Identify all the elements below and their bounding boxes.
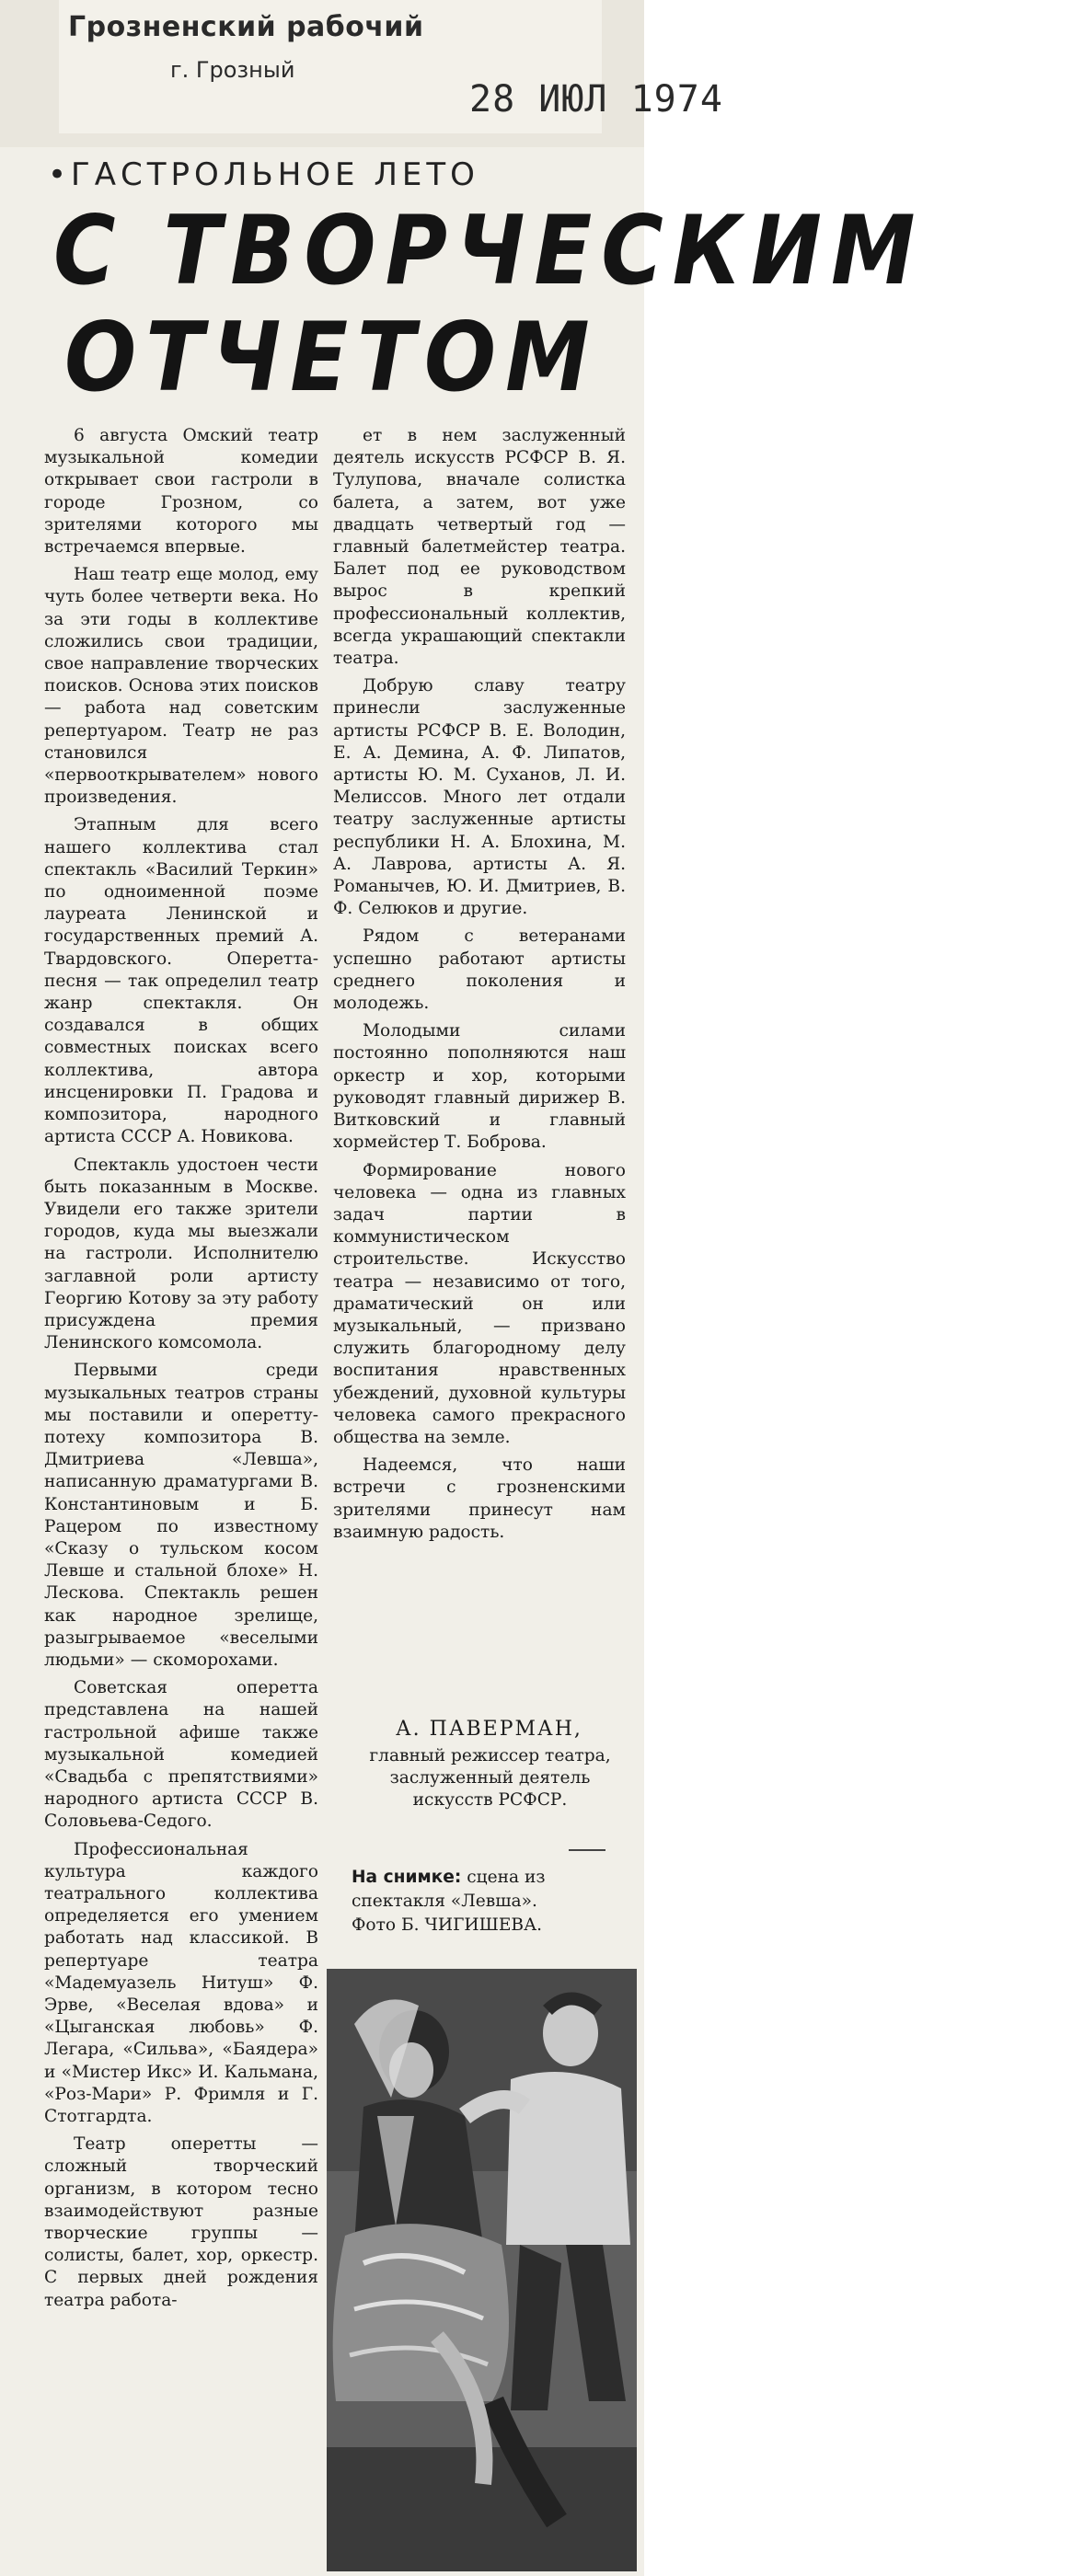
article-column-left	[44, 425, 318, 2317]
author-title: главный режиссер театра, заслуженный деятель искусств РСФСР.	[369, 1746, 611, 1811]
divider	[569, 1849, 605, 1851]
newspaper-name: Грозненский рабочий	[68, 11, 424, 43]
paragraph: Рядом с ветеранами успешно работают артисты среднего поколения и молодежь.	[333, 926, 626, 1014]
stage-photo	[327, 1969, 637, 2571]
paragraph: Надеемся, что наши встречи с грозненскими зрителями принесут нам взаимную радость.	[333, 1455, 626, 1542]
date-stamp: 28 ИЮЛ 1974	[469, 78, 723, 121]
stage-photo-image	[327, 1969, 637, 2571]
photo-credit: Фото Б. ЧИГИШЕВА.	[352, 1915, 543, 1935]
caption-label: На снимке:	[352, 1868, 462, 1887]
headline-line-2: ОТЧЕТОМ	[64, 303, 599, 413]
paragraph: Спектакль удостоен чести быть показанным в Москве. Увидели его также зрители городов, куда мы выезжали на гастроли. Исполнителю заглавной роли артисту Георгию Котову за эту работу присуждена премия Ленинского комсомола.	[44, 1155, 318, 1353]
paragraph: Советская оперетта представлена на нашей гастрольной афише также музыкальной комедией «Свадьба с препятствиями» народного артиста СССР В. Соловьева-Седого.	[44, 1678, 318, 1832]
paragraph: 6 августа Омский театр музыкальной комедии открывает свои гастроли в городе Грозном, со зрителями которого мы встречаемся впервые.	[44, 426, 318, 558]
paragraph: Молодыми силами постоянно пополняются наш оркестр и хор, которыми руководят главный дирижер В. Витковский и главный хормейстер Т. Боброва.	[333, 1021, 626, 1153]
paragraph: Первыми среди музыкальных театров страны мы поставили и оперетту-потеху композитора В. Дмитриева «Левша», написанную драматургами В. Константиновым и Б. Рацером по известному «Сказу о тульском косом Левше и стальной блохе» Н. Лескова. Спектакль решен как народное зрелище, разыгрываемое «веселыми людьми» — скоморохами.	[44, 1361, 318, 1670]
article-rubric: •ГАСТРОЛЬНОЕ ЛЕТО	[48, 156, 479, 193]
author-signature: А. ПАВЕРМАН,	[396, 1718, 582, 1741]
newspaper-city: г. Грозный	[170, 57, 295, 83]
paragraph: Этапным для всего нашего коллектива стал спектакль «Василий Теркин» по одноименной поэме лауреата Ленинской и государственных премий А. Твардовского. Оперетта-песня — так определил театр жанр спектакля. Он создавался в общих совместных поисках всего коллектива, автора инсценировки П. Градова и композитора, народного артиста СССР А. Новикова.	[44, 815, 318, 1147]
caption-text: сцена из спектакля «Левша».	[352, 1868, 546, 1911]
paragraph: Наш театр еще молод, ему чуть более четверти века. Но за эти годы в коллективе сложились свои традиции, свое направление творческих поисков. Основа этих поисков — работа над советским репертуаром. Театр не раз становился «первооткрывателем» нового произведения.	[44, 565, 318, 808]
article-column-right	[333, 425, 626, 1549]
paragraph: Профессиональная культура каждого театрального коллектива определяется его умением работать над классикой. В репертуаре театра «Мадемуазель Нитуш» Ф. Эрве, «Веселая вдова» и «Цыганская любовь» Ф. Легара, «Сильва», «Баядера» и «Мистер Икс» И. Кальмана, «Роз-Мари» Р. Фримля и Г. Стотгардта.	[44, 1839, 318, 2127]
paragraph: Театр оперетты — сложный творческий организм, в котором тесно взаимодействуют разные творческие группы — солисты, балет, хор, оркестр. С первых дней рождения театра работа-	[44, 2134, 318, 2310]
paragraph: ет в нем заслуженный деятель искусств РСФСР В. Я. Тулупова, вначале солистка балета, а затем, вот уже двадцать четвертый год — главный балетмейстер театра. Балет под ее руководством вырос в крепкий профессиональный коллектив, всегда украшающий спектакли театра.	[333, 426, 626, 669]
headline-line-1: С ТВОРЧЕСКИМ	[53, 196, 925, 306]
paragraph: Добрую славу театру принесли заслуженные артисты РСФСР В. Е. Володин, Е. А. Демина, А. Ф. Липатов, артисты Ю. М. Суханов, Л. И. Мелиссов. Много лет отдали театру заслуженные артисты республики Н. А. Блохина, М. А. Лаврова, артисты А. Я. Романычев, Ю. И. Дмитриев, В. Ф. Селюков и другие.	[333, 676, 626, 919]
paragraph: Формирование нового человека — одна из главных задач партии в коммунистическом строительстве. Искусство театра — независимо от того, драматический он или музыкальный, — призвано служить благородному делу воспитания нравственных убеждений, духовной культуры человека самого прекрасного общества на земле.	[333, 1160, 626, 1447]
photo-caption	[352, 1866, 628, 1938]
